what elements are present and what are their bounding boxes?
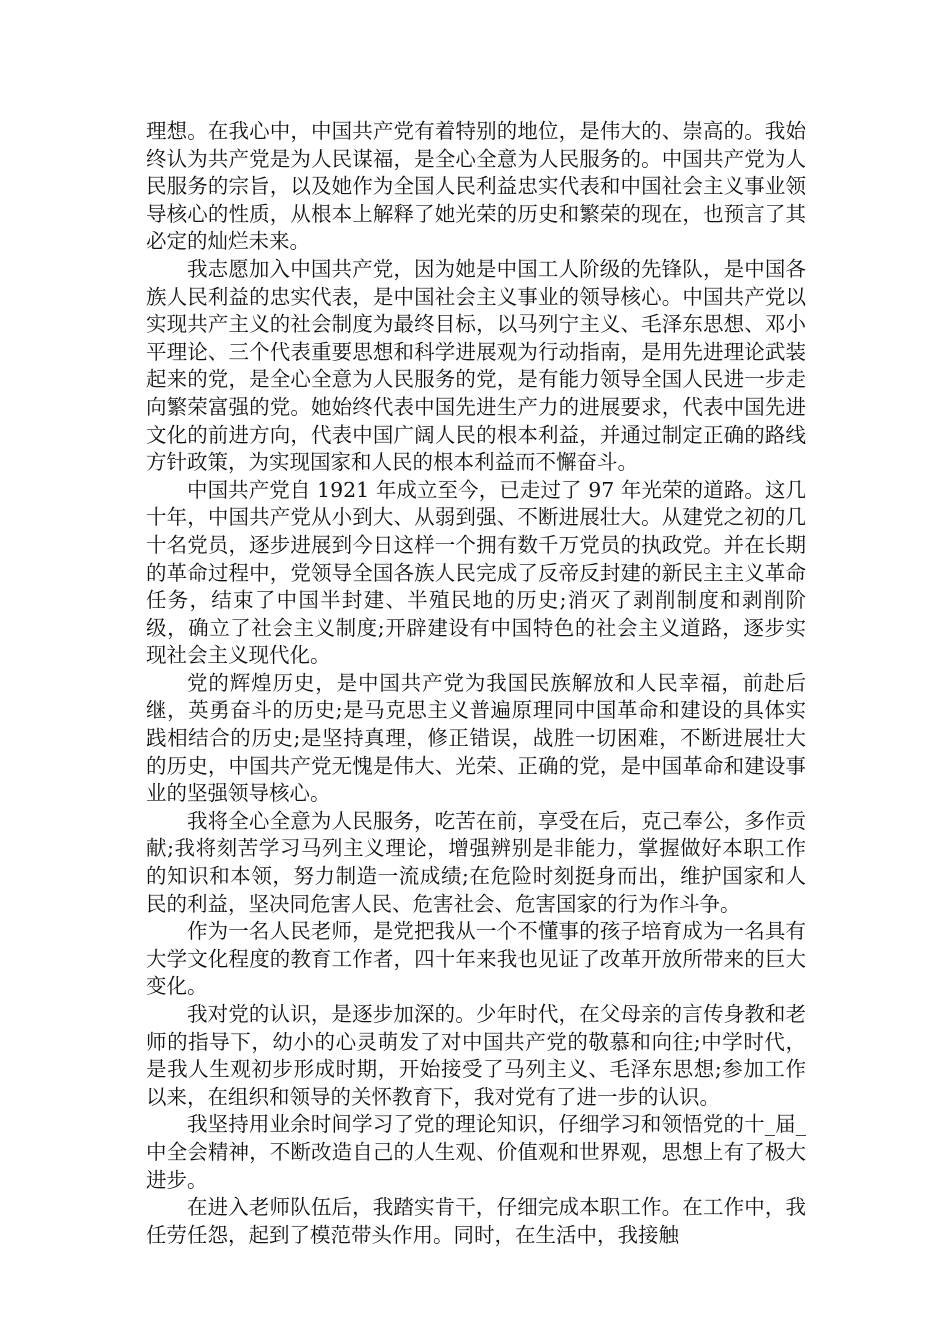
paragraph-1: 理想。在我心中，中国共产党有着特别的地位，是伟大的、崇高的。我始终认为共产党是为人民谋福，是全心全意为人民服务的。中国共产党为人民服务的宗旨，以及她作为全国人民利益忠实代表和中国社会主义事业领导核心的性质，从根本上解释了她光荣的历史和繁荣的现在，也预言了其必定的灿烂未来。 [146, 119, 806, 254]
paragraph-6: 作为一名人民老师，是党把我从一个不懂事的孩子培育成为一名具有大学文化程度的教育工作者，四十年来我也见证了改革开放所带来的巨大变化。 [146, 919, 806, 999]
paragraph-5: 我将全心全意为人民服务，吃苦在前，享受在后，克己奉公，多作贡献;我将刻苦学习马列主义理论，增强辨别是非能力，掌握做好本职工作的知识和本领，努力制造一流成绩;在危险时刻挺身而出，维护国家和人民的利益，坚决同危害人民、危害社会、危害国家的行为作斗争。 [146, 808, 806, 916]
paragraph-9: 在进入老师队伍后，我踏实肯干，仔细完成本职工作。在工作中，我任劳任怨，起到了模范带头作用。同时，在生活中，我接触 [146, 1195, 806, 1247]
paragraph-2: 我志愿加入中国共产党，因为她是中国工人阶级的先锋队，是中国各族人民利益的忠实代表，是中国社会主义事业的领导核心。中国共产党以实现共产主义的社会制度为最终目标，以马列宁主义、毛泽东思想、邓小平理论、三个代表重要思想和科学进展观为行动指南，是用先进理论武装起来的党，是全心全意为人民服务的党，是有能力领导全国人民进一步走向繁荣富强的党。她始终代表中国先进生产力的进展要求，代表中国先进文化的前进方向，代表中国广阔人民的根本利益，并通过制定正确的路线方针政策，为实现国家和人民的根本利益而不懈奋斗。 [146, 256, 806, 475]
paragraph-3: 中国共产党自 1921 年成立至今，已走过了 97 年光荣的道路。这几十年，中国共产党从小到大、从弱到强、不断进展壮大。从建党之初的几十名党员，逐步进展到今日这样一个拥有数千万党员的执政党。并在长期的革命过程中，党领导全国各族人民完成了反帝反封建的新民主主义革命任务，结束了中国半封建、半殖民地的历史;消灭了剥削制度和剥削阶级，确立了社会主义制度;开辟建设有中国特色的社会主义道路，逐步实现社会主义现代化。 [146, 477, 806, 668]
document-page [146, 118, 806, 1249]
paragraph-7: 我对党的认识，是逐步加深的。少年时代，在父母亲的言传身教和老师的指导下，幼小的心灵萌发了对中国共产党的敬慕和向往;中学时代，是我人生观初步形成时期，开始接受了马列主义、毛泽东思想;参加工作以来，在组织和领导的关怀教育下，我对党有了进一步的认识。 [146, 1002, 806, 1109]
paragraph-4: 党的辉煌历史，是中国共产党为我国民族解放和人民幸福，前赴后继，英勇奋斗的历史;是马克思主义普遍原理同中国革命和建设的具体实践相结合的历史;是坚持真理，修正错误，战胜一切困难，不断进展壮大的历史，中国共产党无愧是伟大、光荣、正确的党，是中国革命和建设事业的坚强领导核心。 [146, 670, 806, 806]
paragraph-8: 我坚持用业余时间学习了党的理论知识，仔细学习和领悟党的十_届_中全会精神，不断改造自己的人生观、价值观和世界观，思想上有了极大进步。 [146, 1112, 806, 1192]
